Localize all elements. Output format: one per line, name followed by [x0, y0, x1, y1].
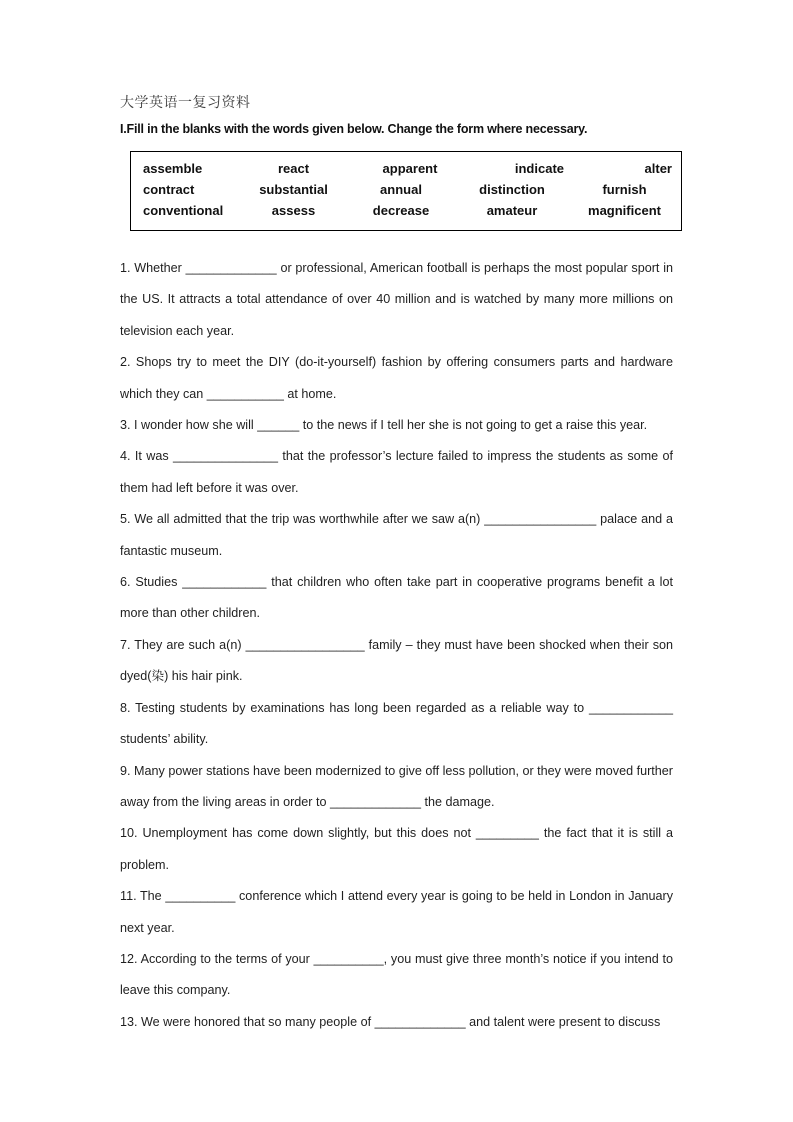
word-bank-word: distinction [479, 182, 545, 197]
word-bank-word: substantial [259, 182, 328, 197]
word-bank-word: magnificent [588, 203, 661, 218]
question-7: 7. They are such a(n) _________________ family – they must have been shocked when their son dyed(染) his hair pink. [120, 637, 673, 684]
word-bank-word: alter [644, 161, 672, 176]
question-12: 12. According to the terms of your __________, you must give three month’s notice if you intend to leave this company. [120, 951, 673, 998]
word-bank-word: apparent [382, 161, 438, 176]
word-bank-box [130, 151, 682, 231]
question-10: 10. Unemployment has come down slightly, but this does not _________ the fact that it is still a problem. [120, 826, 673, 872]
word-bank-word: furnish [602, 182, 647, 197]
word-bank-word: indicate [514, 161, 564, 176]
question-5: 5. We all admitted that the trip was worthwhile after we saw a(n) ________________ palace and a fantastic museum. [120, 512, 673, 558]
section-heading: I.Fill in the blanks with the words given below. Change the form where necessary. [120, 122, 588, 136]
page-content [120, 96, 673, 1038]
word-bank-word: annual [380, 182, 422, 197]
question-2: 2. Shops try to meet the DIY (do-it-yourself) fashion by offering consumers parts and hardware which they can ___________ at home. [120, 355, 673, 401]
word-bank-row [131, 200, 681, 221]
question-1: 1. Whether _____________ or professional, American football is perhaps the most popular sport in the US. It attracts a total attendance of over 40 million and is watched by many more millions on television each year. [120, 261, 673, 338]
question-8: 8. Testing students by examinations has long been regarded as a reliable way to ____________ students’ ability. [120, 700, 673, 747]
page-title: 大学英语一复习资料 [120, 96, 251, 111]
question-11: 11. The __________ conference which I attend every year is going to be held in London in January next year. [120, 889, 673, 935]
question-9: 9. Many power stations have been modernized to give off less pollution, or they were moved further away from the living areas in order to _____________ the damage. [120, 763, 673, 809]
word-bank-row [131, 179, 681, 200]
word-bank-row [131, 158, 681, 179]
word-bank-word: decrease [372, 203, 430, 218]
word-bank-word: contract [143, 182, 195, 197]
word-bank-word: conventional [143, 203, 224, 218]
word-bank-word: assess [271, 203, 316, 218]
question-4: 4. It was _______________ that the professor’s lecture failed to impress the students as some of them had left before it was over. [120, 449, 673, 495]
question-13: 13. We were honored that so many people of _____________ and talent were present to discuss [120, 1014, 661, 1029]
word-bank-word: amateur [486, 203, 538, 218]
word-bank-word: assemble [143, 161, 203, 176]
question-6: 6. Studies ____________ that children who often take part in cooperative programs benefit a lot more than other children. [120, 575, 673, 621]
question-list [120, 253, 673, 1038]
word-bank-word: react [277, 161, 310, 176]
question-3: 3. I wonder how she will ______ to the news if I tell her she is not going to get a raise this year. [120, 418, 648, 433]
